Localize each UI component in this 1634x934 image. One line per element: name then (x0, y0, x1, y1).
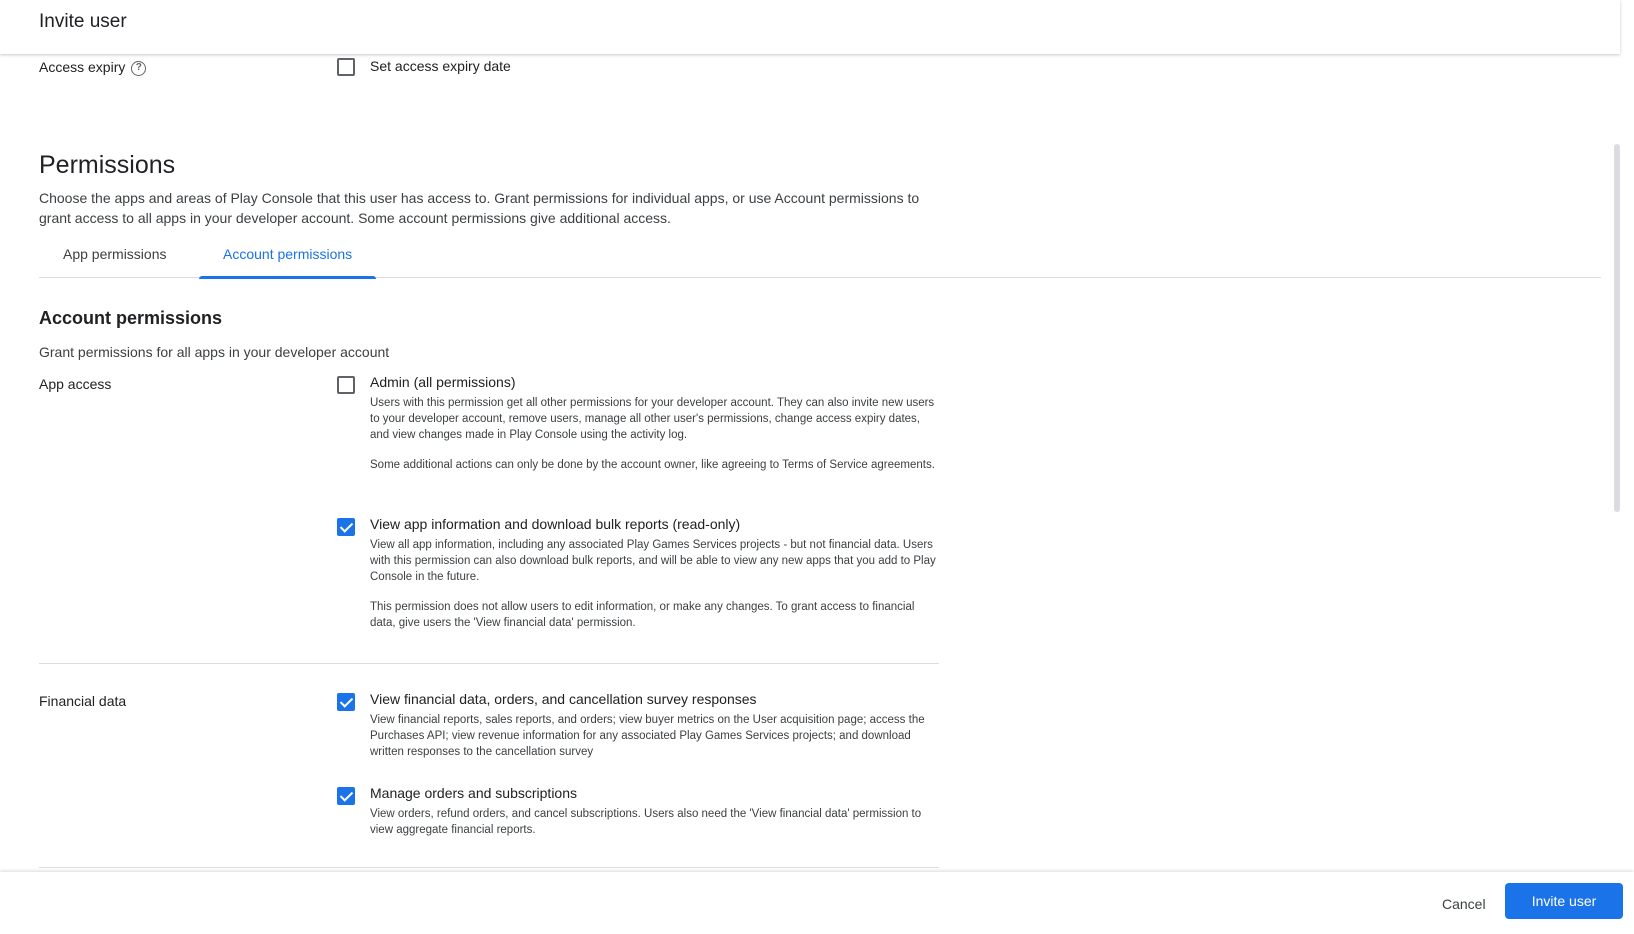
access-expiry-row (39, 59, 146, 76)
cancel-button[interactable]: Cancel (1424, 886, 1504, 922)
section-divider (39, 663, 939, 664)
financial-data-label: Financial data (39, 693, 127, 709)
help-circle-icon[interactable]: ? (131, 61, 146, 76)
view-app-info-option-description: View all app information, including any associated Play Games Services projects - but not financial data. Users with this permission can also download bulk reports, and will be able to view any new apps that you add to Play Console in the future. (370, 539, 936, 583)
account-permissions-description: Grant permissions for all apps in your developer account (39, 344, 390, 360)
access-expiry-checkbox-label[interactable]: Set access expiry date (370, 58, 511, 74)
account-permissions-title: Account permissions (39, 308, 223, 328)
invite-user-button[interactable]: Invite user (1505, 883, 1623, 919)
page-header (0, 0, 1620, 54)
tab-account-permissions[interactable]: Account permissions (199, 238, 376, 278)
permissions-title: Permissions (39, 151, 176, 179)
view-financial-data-option-title[interactable]: View financial data, orders, and cancellation survey responses (370, 691, 757, 707)
view-financial-data-checkbox[interactable] (337, 693, 355, 711)
page-title: Invite user (39, 11, 127, 32)
manage-orders-option-title[interactable]: Manage orders and subscriptions (370, 785, 578, 801)
permissions-description: Choose the apps and areas of Play Console that this user has access to. Grant permissions for individual apps, or use Account permissions to grant access to all apps in your developer account. Some account permissions give additional access. (39, 190, 920, 226)
admin-option-description: Users with this permission get all other permissions for your developer account. They can also invite new users to your developer account, remove users, manage all other user's permissions, change access expiry dates, and view changes made in Play Console using the activity log. (370, 397, 935, 441)
section-divider (39, 867, 939, 868)
admin-option-title[interactable]: Admin (all permissions) (370, 374, 516, 390)
permission-tabs (39, 238, 1601, 278)
view-app-info-option-note: This permission does not allow users to edit information, or make any changes. To grant access to financial data, give users the 'View financial data' permission. (370, 601, 915, 629)
access-expiry-label: Access expiry (39, 59, 126, 75)
view-app-info-checkbox[interactable] (337, 518, 355, 536)
view-financial-data-option-description: View financial reports, sales reports, and orders; view buyer metrics on the User acquisition page; access the Purchases API; view revenue information for any associated Play Games Services projects; and download written responses to the cancellation survey (370, 714, 925, 758)
access-expiry-checkbox[interactable] (337, 58, 355, 76)
manage-orders-checkbox[interactable] (337, 787, 355, 805)
admin-checkbox[interactable] (337, 376, 355, 394)
footer-bar (0, 872, 1634, 934)
view-app-info-option-title[interactable]: View app information and download bulk reports (read-only) (370, 516, 741, 532)
main-content (0, 54, 1620, 872)
admin-option-note: Some additional actions can only be done by the account owner, like agreeing to Terms of Service agreements. (370, 459, 935, 471)
scrollbar[interactable] (1614, 144, 1620, 512)
tab-app-permissions[interactable]: App permissions (63, 246, 167, 262)
app-access-label: App access (39, 376, 112, 392)
manage-orders-option-description: View orders, refund orders, and cancel subscriptions. Users also need the 'View financial data' permission to view aggregate financial reports. (370, 808, 922, 836)
